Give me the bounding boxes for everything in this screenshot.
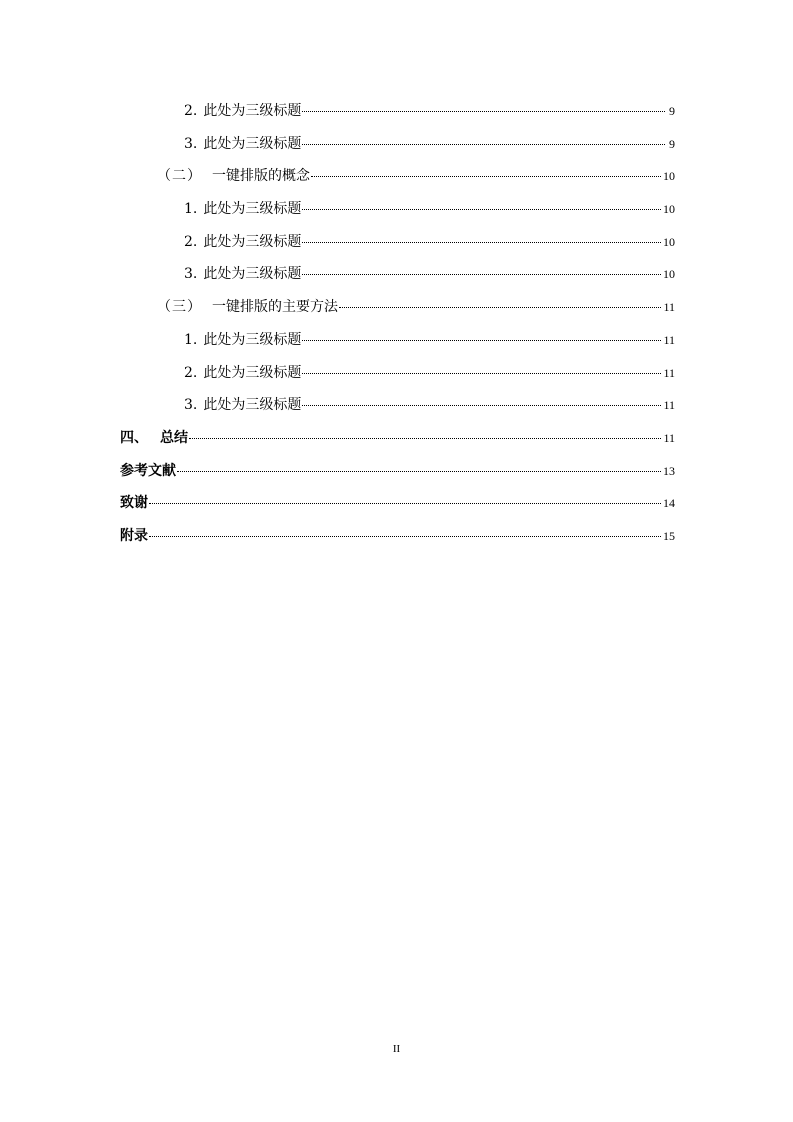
- toc-entry-page: 11: [663, 300, 675, 315]
- toc-entry-number: 1.: [184, 201, 198, 218]
- toc-entry[interactable]: [120, 493, 675, 526]
- toc-dot-leader: [339, 307, 661, 308]
- toc-dot-leader: [149, 503, 661, 504]
- toc-entry[interactable]: [120, 166, 675, 199]
- toc-entry-page: 9: [669, 104, 675, 118]
- toc-entry-title: 此处为三级标题: [203, 397, 302, 414]
- toc-entry-title: 此处为三级标题: [203, 233, 302, 250]
- toc-entry[interactable]: [120, 363, 675, 396]
- toc-entry-number: （三）: [157, 299, 202, 316]
- toc-entry-number: 2.: [184, 364, 198, 381]
- toc-entry-page: 10: [663, 234, 675, 249]
- toc-entry-page: 10: [663, 202, 675, 217]
- toc-dot-leader: [189, 438, 661, 439]
- toc-entry[interactable]: [120, 526, 675, 559]
- toc-entry-title: 附录: [120, 527, 148, 544]
- toc-entry-page: 15: [663, 528, 675, 543]
- toc-entry[interactable]: [120, 297, 675, 330]
- toc-entry-page: 11: [663, 430, 675, 445]
- toc-dot-leader: [302, 373, 661, 374]
- toc-entry-page: 13: [663, 463, 675, 478]
- toc-entry[interactable]: [120, 264, 675, 297]
- toc-entry-number: 3.: [184, 135, 198, 152]
- toc-entry[interactable]: [120, 330, 675, 363]
- toc-entry-page: 9: [669, 136, 675, 151]
- toc-entry-title: 此处为三级标题: [203, 266, 302, 283]
- toc-entry-number: 2.: [184, 103, 198, 119]
- toc-entry-title: 此处为三级标题: [203, 331, 302, 348]
- toc-dot-leader: [177, 471, 661, 472]
- toc-dot-leader: [311, 176, 661, 177]
- table-of-contents: [120, 101, 675, 559]
- toc-dot-leader: [302, 274, 661, 275]
- toc-entry[interactable]: [120, 199, 675, 232]
- toc-entry-title: 致谢: [120, 495, 148, 512]
- toc-entry-number: 1.: [184, 331, 198, 348]
- toc-entry[interactable]: [120, 232, 675, 265]
- toc-entry-number: 四、: [120, 429, 148, 446]
- toc-entry-page: 10: [663, 169, 675, 184]
- toc-entry-number: 3.: [184, 266, 198, 283]
- toc-dot-leader: [302, 209, 661, 210]
- toc-entry[interactable]: [120, 101, 675, 134]
- toc-dot-leader: [302, 242, 661, 243]
- toc-entry-number: 3.: [184, 397, 198, 414]
- toc-entry[interactable]: [120, 428, 675, 461]
- page-number: II: [392, 1043, 401, 1055]
- toc-entry-title: 此处为三级标题: [203, 364, 302, 381]
- toc-entry[interactable]: [120, 134, 675, 167]
- toc-dot-leader: [302, 111, 665, 112]
- toc-entry-page: 11: [663, 332, 675, 347]
- toc-entry-number: （二）: [157, 168, 202, 185]
- toc-entry-title: 参考文献: [120, 462, 176, 479]
- toc-entry-number: 2.: [184, 233, 198, 250]
- toc-entry-title: 一键排版的主要方法: [212, 299, 338, 316]
- toc-dot-leader: [302, 340, 661, 341]
- toc-entry-title: 此处为三级标题: [203, 201, 302, 218]
- toc-entry-title: 此处为三级标题: [203, 103, 302, 119]
- toc-entry-page: 14: [663, 496, 675, 511]
- toc-entry[interactable]: [120, 395, 675, 428]
- toc-entry-page: 11: [663, 398, 675, 413]
- toc-entry[interactable]: [120, 461, 675, 494]
- toc-entry-page: 11: [663, 365, 675, 380]
- toc-entry-title: 此处为三级标题: [203, 135, 302, 152]
- toc-entry-title: 总结: [160, 429, 188, 446]
- toc-dot-leader: [302, 405, 661, 406]
- toc-dot-leader: [302, 144, 665, 145]
- toc-entry-title: 一键排版的概念: [212, 168, 310, 185]
- toc-dot-leader: [149, 536, 661, 537]
- toc-entry-page: 10: [663, 267, 675, 282]
